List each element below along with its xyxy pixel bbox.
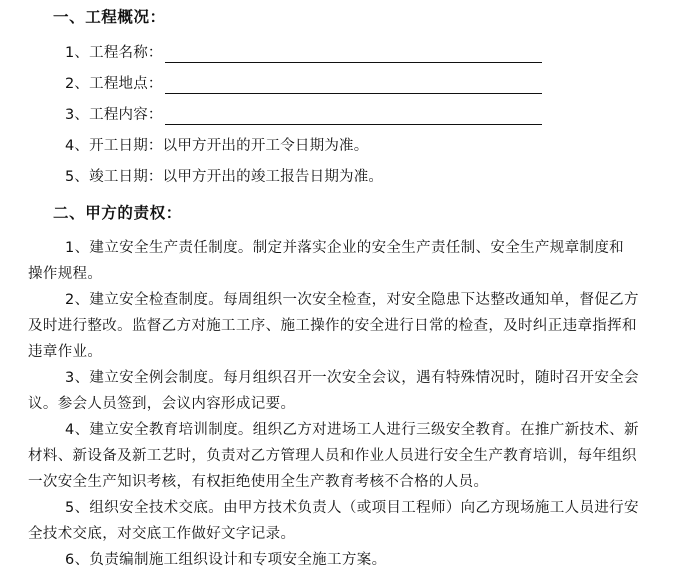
- field-project-name: [65, 43, 542, 63]
- paragraph-line: 违章作业。: [28, 344, 103, 360]
- paragraph-line: 3、建立安全例会制度。每月组织召开一次安全会议，遇有特殊情况时，随时召开安全会: [65, 370, 639, 386]
- project-location-blank[interactable]: [165, 78, 542, 94]
- field-label-project-name: 1、工程名称：: [65, 45, 163, 61]
- paragraph-line: 材料、新设备及新工艺时，负责对乙方管理人员和作业人员进行安全生产教育培训，每年组织: [28, 448, 637, 464]
- paragraph-line: 全技术交底，对交底工作做好文字记录。: [28, 526, 296, 542]
- paragraph-line: 议。参会人员签到，会议内容形成记要。: [28, 396, 296, 412]
- field-label-project-location: 2、工程地点：: [65, 76, 163, 92]
- section1-title: 一、工程概况：: [53, 8, 166, 26]
- field-label-project-content: 3、工程内容：: [65, 107, 163, 123]
- paragraph-line: 1、建立安全生产责任制度。制定并落实企业的安全生产责任制、安全生产规章制度和: [65, 240, 625, 256]
- paragraph-line: 操作规程。: [28, 266, 103, 282]
- completion-date-item: 5、竣工日期：以甲方开出的竣工报告日期为准。: [65, 169, 384, 185]
- start-date-item: 4、开工日期：以甲方开出的开工令日期为准。: [65, 138, 369, 154]
- project-content-blank[interactable]: [165, 109, 542, 125]
- paragraph-line: 一次安全生产知识考核，有权拒绝使用全生产教育考核不合格的人员。: [28, 474, 489, 490]
- paragraph-line: 4、建立安全教育培训制度。组织乙方对进场工人进行三级安全教育。在推广新技术、新: [65, 422, 639, 438]
- section2-title: 二、甲方的责权：: [53, 204, 182, 222]
- paragraph-line: 5、组织安全技术交底。由甲方技术负责人（或项目工程师）向乙方现场施工人员进行安: [65, 500, 639, 516]
- paragraph-line: 6、负责编制施工组织设计和专项安全施工方案。: [65, 552, 387, 568]
- paragraph-line: 及时进行整改。监督乙方对施工工序、施工操作的安全进行日常的检查，及时纠正违章指挥和: [28, 318, 637, 334]
- field-project-location: [65, 74, 542, 94]
- field-project-content: [65, 105, 542, 125]
- project-name-blank[interactable]: [165, 47, 542, 63]
- paragraph-line: 2、建立安全检查制度。每周组织一次安全检查，对安全隐患下达整改通知单，督促乙方: [65, 292, 639, 308]
